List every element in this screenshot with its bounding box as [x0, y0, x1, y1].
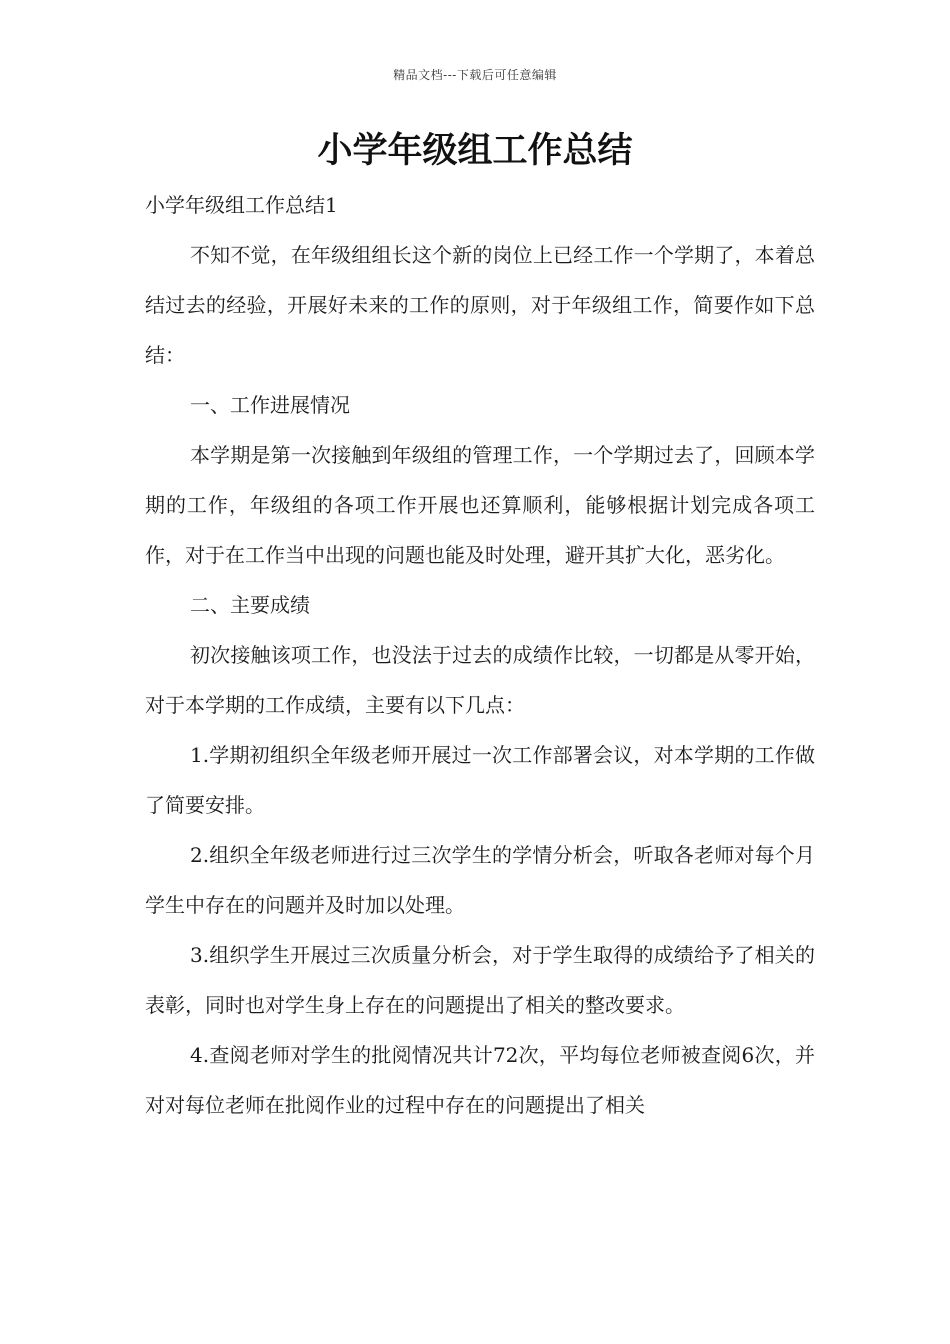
list-item: 2.组织全年级老师进行过三次学生的学情分析会，听取各老师对每个月学生中存在的问题并及时加以处理。	[145, 843, 815, 917]
header-note: 精品文档---下载后可任意编辑	[393, 68, 557, 82]
list-item: 4.查阅老师对学生的批阅情况共计72次，平均每位老师被查阅6次，并对对每位老师在批阅作业的过程中存在的问题提出了相关	[145, 1043, 815, 1117]
paragraph: 本学期是第一次接触到年级组的管理工作，一个学期过去了，回顾本学期的工作，年级组的各项工作开展也还算顺利，能够根据计划完成各项工作，对于在工作当中出现的问题也能及时处理，避开其扩大化，恶劣化。	[145, 443, 815, 567]
paragraph: 初次接触该项工作，也没法于过去的成绩作比较，一切都是从零开始，对于本学期的工作成绩，主要有以下几点：	[145, 643, 815, 717]
list-item: 3.组织学生开展过三次质量分析会，对于学生取得的成绩给予了相关的表彰，同时也对学生身上存在的问题提出了相关的整改要求。	[145, 943, 815, 1017]
list-item: 1.学期初组织全年级老师开展过一次工作部署会议，对本学期的工作做了简要安排。	[145, 743, 815, 817]
paragraph: 不知不觉，在年级组组长这个新的岗位上已经工作一个学期了，本着总结过去的经验，开展好未来的工作的原则，对于年级组工作，简要作如下总结：	[145, 243, 815, 367]
paragraph-subtitle: 小学年级组工作总结1	[145, 193, 338, 217]
document-body	[145, 180, 815, 1130]
section-heading: 一、工作进展情况	[190, 393, 350, 417]
document-title: 小学年级组工作总结	[317, 131, 633, 171]
section-heading: 二、主要成绩	[190, 593, 310, 617]
